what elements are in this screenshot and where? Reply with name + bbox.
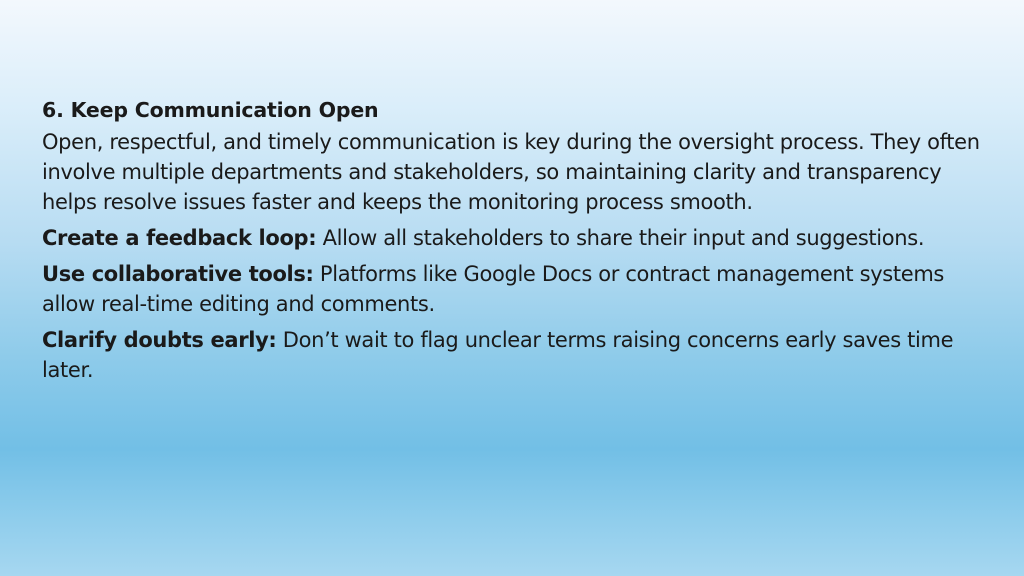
- point-text: Platforms like Google Docs or contract management systems allow real-time editing and comments.: [42, 262, 945, 316]
- point-lead: Clarify doubts early:: [42, 328, 277, 352]
- intro-paragraph: Open, respectful, and timely communication is key during the oversight process. They often involve multiple departments and stakeholders, so maintaining clarity and transparency helps resolve issues faster and keeps the monitoring process smooth.: [42, 130, 980, 214]
- point-feedback-loop: [42, 223, 987, 253]
- point-lead: Use collaborative tools:: [42, 262, 314, 286]
- point-text: Allow all stakeholders to share their input and suggestions.: [316, 226, 925, 250]
- point-lead: Create a feedback loop:: [42, 226, 317, 250]
- slide-content: [42, 95, 987, 391]
- point-clarify-doubts: [42, 325, 987, 385]
- point-collaborative-tools: [42, 259, 987, 319]
- section-heading: 6. Keep Communication Open: [42, 98, 379, 122]
- point-text: Don’t wait to flag unclear terms raising concerns early saves time later.: [42, 328, 954, 382]
